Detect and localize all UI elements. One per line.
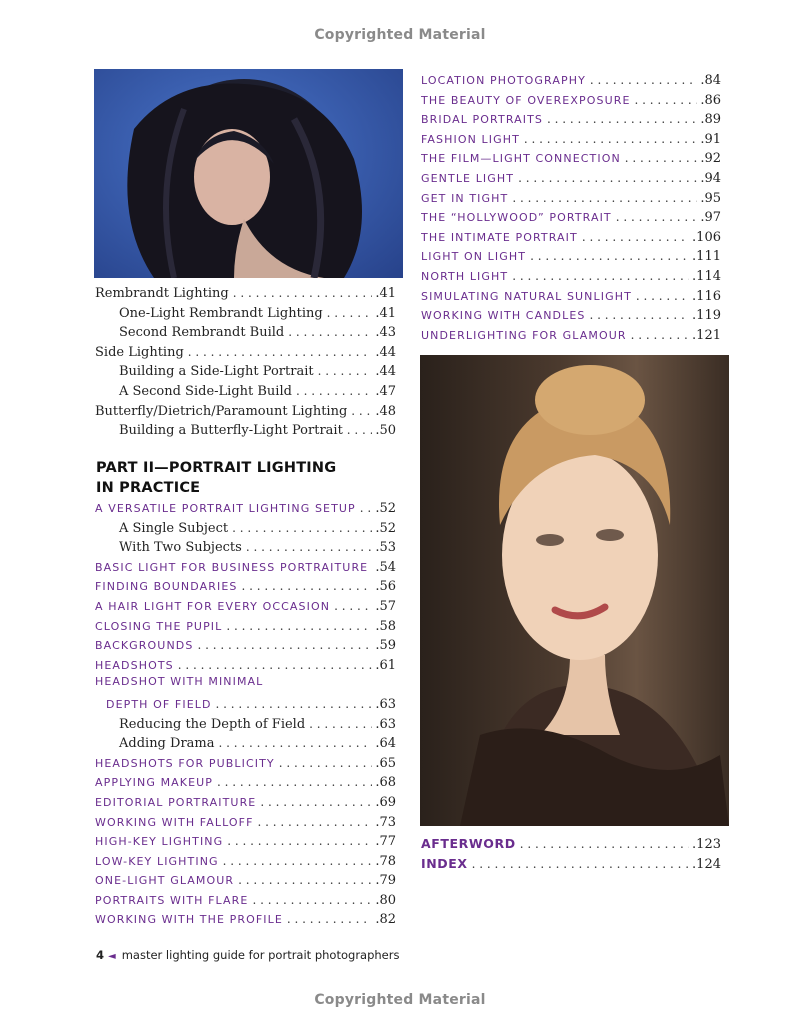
toc-entry — [95, 597, 396, 617]
portrait-photo-blonde-art — [420, 355, 729, 826]
toc-entry-page: .44 — [375, 364, 396, 380]
toc-entry-page: .80 — [375, 892, 396, 908]
toc-list-part-two — [95, 499, 396, 930]
portrait-photo-blue — [94, 69, 403, 278]
toc-entry-page: .43 — [375, 325, 396, 341]
toc-entry-title: LIGHT ON LIGHT — [421, 250, 527, 264]
toc-entry-page: .54 — [375, 559, 396, 575]
toc-entry-title: APPLYING MAKEUP — [95, 776, 214, 790]
toc-entry-page: .121 — [692, 327, 721, 343]
toc-entry-title: HIGH-KEY LIGHTING — [95, 835, 224, 849]
toc-entry-title: SIMULATING NATURAL SUNLIGHT — [421, 289, 632, 303]
portrait-photo-blue-art — [94, 69, 403, 278]
toc-entry — [421, 189, 721, 209]
toc-entry-title: DEPTH OF FIELD — [106, 697, 212, 711]
toc-entry — [95, 284, 396, 304]
toc-entry-title: A Second Side-Light Build — [119, 383, 292, 399]
toc-entry — [95, 832, 396, 852]
toc-leader-dots — [360, 499, 373, 517]
part-heading — [96, 458, 396, 498]
toc-entry — [95, 871, 396, 891]
toc-entry-page: .89 — [700, 112, 721, 128]
toc-entry-page: .41 — [375, 305, 396, 321]
toc-entry-page: .73 — [375, 814, 396, 830]
toc-entry-page: .92 — [700, 151, 721, 167]
toc-entry — [421, 71, 721, 91]
toc-leader-dots — [223, 852, 373, 870]
toc-entry-page: .65 — [375, 755, 396, 771]
toc-entry-page: .106 — [692, 229, 721, 245]
toc-entry — [421, 326, 721, 346]
toc-entry-title: PORTRAITS WITH FLARE — [95, 893, 249, 907]
toc-entry-page: .79 — [375, 873, 396, 889]
toc-entry-title: A VERSATILE PORTRAIT LIGHTING SETUP — [95, 502, 356, 515]
toc-leader-dots — [309, 715, 372, 733]
toc-entry — [95, 813, 396, 833]
toc-entry-page: .95 — [700, 190, 721, 206]
toc-entry-title: AFTERWORD — [421, 836, 516, 851]
toc-entry-page: .63 — [375, 716, 396, 732]
toc-leader-dots — [631, 326, 689, 344]
toc-leader-dots — [197, 636, 372, 654]
toc-entry-title: INDEX — [421, 855, 468, 871]
page-number: 4 — [96, 948, 105, 962]
toc-entry-title: Building a Butterfly-Light Portrait — [119, 423, 343, 439]
toc-entry-title: HEADSHOTS — [95, 658, 174, 672]
toc-leader-dots — [347, 421, 373, 439]
toc-entry — [421, 208, 721, 228]
toc-leader-dots — [590, 71, 697, 89]
toc-entry-title: BRIDAL PORTRAITS — [421, 113, 543, 127]
toc-leader-dots — [625, 149, 698, 167]
toc-entry-page: .91 — [700, 131, 721, 147]
toc-entry — [95, 558, 396, 578]
toc-entry-title: THE BEAUTY OF OVEREXPOSURE — [421, 93, 631, 107]
toc-entry-title: Adding Drama — [119, 736, 215, 752]
toc-entry-title: WORKING WITH FALLOFF — [95, 815, 254, 829]
toc-leader-dots — [635, 91, 698, 109]
toc-entry-title: Side Lighting — [95, 344, 184, 360]
toc-entry-title: WORKING WITH THE PROFILE — [95, 913, 283, 927]
toc-leader-dots — [520, 835, 689, 853]
toc-entry-title: THE INTIMATE PORTRAIT — [421, 230, 578, 244]
toc-entry-page: .114 — [692, 268, 721, 284]
toc-leader-dots — [279, 754, 373, 772]
toc-leader-dots — [241, 577, 372, 595]
toc-entry-title: THE FILM—LIGHT CONNECTION — [421, 152, 621, 166]
toc-entry-page: .111 — [692, 249, 721, 265]
toc-entry-title: LOW-KEY LIGHTING — [95, 854, 219, 868]
toc-entry-page: .41 — [375, 286, 396, 301]
toc-entry-title: A Single Subject — [119, 520, 229, 536]
portrait-photo-blonde — [420, 355, 729, 826]
toc-entry — [421, 91, 721, 111]
toc-entry — [95, 519, 396, 539]
toc-entry-title: Second Rembrandt Build — [119, 325, 285, 341]
toc-leader-dots — [260, 793, 372, 811]
toc-entry — [421, 855, 721, 875]
toc-entry-title: HEADSHOTS FOR PUBLICITY — [95, 756, 275, 770]
toc-entry — [95, 382, 396, 402]
toc-entry-page: .69 — [375, 794, 396, 810]
toc-entry-page: .57 — [375, 598, 396, 614]
toc-entry-title: Building a Side-Light Portrait — [119, 364, 314, 380]
toc-leader-dots — [547, 110, 697, 128]
toc-entry — [95, 891, 396, 911]
toc-entry-title: EDITORIAL PORTRAITURE — [95, 795, 257, 809]
toc-entry-page: .63 — [375, 696, 396, 712]
book-title: master lighting guide for portrait photographers — [121, 948, 400, 962]
watermark-top: Copyrighted Material — [314, 27, 486, 43]
toc-leader-dots — [318, 362, 373, 380]
toc-entry — [421, 835, 721, 855]
toc-entry-title: One-Light Rembrandt Lighting — [119, 305, 323, 321]
toc-entry — [95, 852, 396, 872]
toc-entry — [95, 577, 396, 597]
toc-entry-page: .119 — [692, 308, 721, 324]
toc-entry — [95, 402, 396, 422]
toc-entry-page: .84 — [700, 73, 721, 88]
toc-leader-dots — [327, 304, 373, 322]
toc-leader-dots — [472, 855, 689, 873]
toc-entry — [95, 343, 396, 363]
toc-entry-page: .123 — [692, 837, 721, 852]
toc-entry — [95, 754, 396, 774]
toc-entry-title: Rembrandt Lighting — [95, 286, 229, 301]
toc-entry-page: .50 — [375, 423, 396, 439]
toc-leader-dots — [582, 228, 689, 246]
toc-entry — [421, 228, 721, 248]
toc-entry-page: .52 — [375, 501, 396, 516]
toc-entry — [421, 130, 721, 150]
toc-entry — [95, 499, 396, 519]
toc-leader-dots — [227, 832, 372, 850]
toc-entry-title: HEADSHOT WITH MINIMAL — [95, 675, 264, 689]
toc-entry-title: WORKING WITH CANDLES — [421, 309, 586, 323]
toc-entry-page: .48 — [375, 403, 396, 419]
toc-entry — [421, 306, 721, 326]
toc-leader-dots — [296, 382, 372, 400]
toc-entry — [95, 675, 396, 695]
toc-entry-title: BASIC LIGHT FOR BUSINESS PORTRAITURE — [95, 560, 369, 574]
toc-entry — [95, 715, 396, 735]
toc-entry-title: LOCATION PHOTOGRAPHY — [421, 74, 586, 87]
toc-entry-page: .58 — [375, 618, 396, 634]
toc-leader-dots — [226, 617, 372, 635]
toc-leader-dots — [233, 284, 373, 302]
toc-entry-title: GENTLE LIGHT — [421, 171, 515, 185]
toc-entry — [421, 149, 721, 169]
page-footer — [96, 948, 399, 962]
toc-entry — [95, 538, 396, 558]
toc-entry — [421, 169, 721, 189]
toc-leader-dots — [636, 287, 689, 305]
toc-leader-dots — [616, 208, 698, 226]
toc-entry-title: Butterfly/Dietrich/Paramount Lighting — [95, 403, 348, 419]
watermark-bottom: Copyrighted Material — [314, 992, 486, 1008]
toc-list-back-matter — [421, 835, 721, 874]
toc-entry — [95, 636, 396, 656]
toc-entry — [95, 362, 396, 382]
arrow-left-icon: ◄ — [108, 951, 116, 962]
toc-entry-title: FINDING BOUNDARIES — [95, 580, 238, 594]
toc-leader-dots — [178, 656, 373, 674]
toc-leader-dots — [232, 519, 372, 537]
toc-leader-dots — [188, 343, 373, 361]
toc-entry-page: .124 — [692, 856, 721, 872]
toc-leader-dots — [524, 130, 697, 148]
toc-entry-page: .52 — [375, 520, 396, 536]
toc-entry-page: .94 — [700, 170, 721, 186]
toc-entry-page: .78 — [375, 853, 396, 869]
toc-entry — [421, 247, 721, 267]
toc-entry — [95, 323, 396, 343]
toc-entry — [95, 695, 396, 715]
toc-leader-dots — [334, 597, 372, 615]
toc-entry-page: .53 — [375, 540, 396, 556]
toc-entry — [95, 617, 396, 637]
toc-leader-dots — [351, 402, 372, 420]
part-heading-line-2: IN PRACTICE — [96, 480, 201, 496]
toc-entry — [95, 910, 396, 930]
toc-entry — [95, 734, 396, 754]
toc-leader-dots — [252, 891, 372, 909]
toc-leader-dots — [287, 910, 372, 928]
toc-entry-title: CLOSING THE PUPIL — [95, 619, 223, 633]
toc-leader-dots — [216, 695, 373, 713]
toc-entry — [421, 287, 721, 307]
toc-entry-page: .116 — [692, 288, 721, 304]
toc-entry — [95, 773, 396, 793]
toc-entry-title: BACKGROUNDS — [95, 639, 194, 653]
toc-list-right-column — [421, 71, 721, 345]
toc-entry-page: .86 — [700, 92, 721, 108]
toc-entry-title: ONE-LIGHT GLAMOUR — [95, 874, 235, 888]
toc-entry-page: .56 — [375, 579, 396, 595]
toc-entry-page: .82 — [375, 912, 396, 928]
toc-leader-dots — [217, 773, 372, 791]
toc-leader-dots — [238, 871, 372, 889]
toc-entry-page: .61 — [375, 657, 396, 673]
toc-entry — [95, 304, 396, 324]
toc-entry — [421, 267, 721, 287]
toc-entry-title: With Two Subjects — [119, 540, 242, 556]
toc-entry-title: UNDERLIGHTING FOR GLAMOUR — [421, 328, 627, 342]
toc-entry-page: .68 — [375, 775, 396, 791]
toc-leader-dots — [512, 267, 689, 285]
toc-entry-page: .64 — [375, 736, 396, 752]
toc-entry-page: .97 — [700, 210, 721, 226]
toc-leader-dots — [589, 306, 689, 324]
toc-entry — [95, 793, 396, 813]
toc-entry-title: A HAIR LIGHT FOR EVERY OCCASION — [95, 599, 331, 613]
toc-entry-title: THE “HOLLYWOOD” PORTRAIT — [421, 211, 612, 225]
toc-entry — [95, 421, 396, 441]
toc-list-rembrandt-section — [95, 284, 396, 441]
toc-leader-dots — [288, 323, 372, 341]
toc-entry-page: .47 — [375, 383, 396, 399]
toc-entry — [95, 656, 396, 676]
toc-entry-title: NORTH LIGHT — [421, 269, 509, 283]
toc-entry-title: FASHION LIGHT — [421, 132, 520, 146]
toc-leader-dots — [258, 813, 373, 831]
toc-leader-dots — [246, 538, 372, 556]
toc-leader-dots — [530, 247, 689, 265]
toc-entry-page: .44 — [375, 344, 396, 360]
toc-leader-dots — [512, 189, 697, 207]
toc-entry-page: .59 — [375, 638, 396, 654]
toc-entry-title: Reducing the Depth of Field — [119, 716, 306, 732]
toc-entry-title: GET IN TIGHT — [421, 191, 509, 205]
part-heading-line-1: PART II—PORTRAIT LIGHTING — [96, 460, 337, 476]
toc-leader-dots — [218, 734, 372, 752]
toc-entry — [421, 110, 721, 130]
toc-entry-page: .77 — [375, 834, 396, 850]
toc-leader-dots — [518, 169, 697, 187]
